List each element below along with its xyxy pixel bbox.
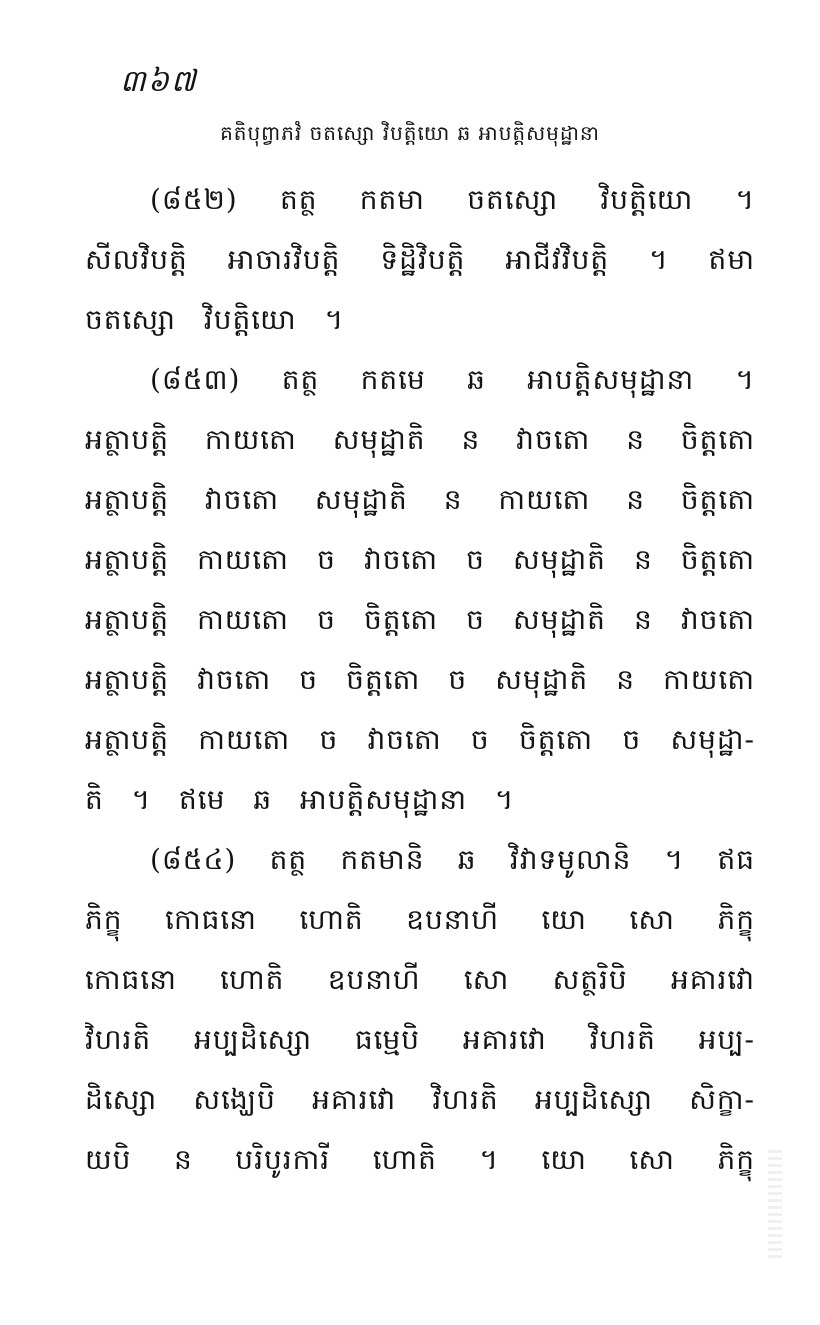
text-line: (៨៥៤) តត្ថ កតមានិ ឆ វិវាទមូលានិ ។ ឥធ	[150, 843, 755, 876]
text-line: វិហរតិ អប្បដិស្សោ ធម្មេបិ អគារវោ វិហរតិ អប្ប-	[85, 1023, 755, 1056]
scan-edge-mark	[768, 1150, 782, 1260]
text-line: អត្ថាបត្តិ វាចតោ សមុដ្ឋាតិ ន កាយតោ ន ចិត្តតោ	[85, 483, 755, 516]
text-line: កោធនោ ហោតិ ឧបនាហី សោ សត្ថរិបិ អគារវោ	[85, 963, 755, 996]
text-line: (៨៥២) តត្ថ កតមា ចតស្សោ វិបត្តិយោ ។	[150, 183, 755, 216]
text-line: តិ ។ ឥមេ ឆ អាបត្តិសមុដ្ឋានា ។	[85, 783, 515, 816]
page-number: ៣៦៧	[120, 64, 198, 99]
text-line: ភិក្ខុ កោធនោ ហោតិ ឧបនាហី យោ សោ ភិក្ខុ	[85, 903, 755, 936]
text-line: អត្ថាបត្តិ វាចតោ ច ចិត្តតោ ច សមុដ្ឋាតិ ន កាយតោ	[85, 663, 755, 696]
text-line: ដិស្សោ សង្ឃេបិ អគារវោ វិហរតិ អប្បដិស្សោ សិក្ខា-	[85, 1083, 755, 1116]
running-header: គតិបុព្វាភវំ ចតស្សោ វិបត្តិយោ ឆ អាបត្តិសមុដ្ឋានា	[220, 121, 600, 145]
text-line: ចតស្សោ វិបត្តិយោ ។	[85, 303, 345, 336]
text-line: អត្ថាបត្តិ កាយតោ ច ចិត្តតោ ច សមុដ្ឋាតិ ន វាចតោ	[85, 603, 755, 636]
text-line: (៨៥៣) តត្ថ កតមេ ឆ អាបត្តិសមុដ្ឋានា ។	[150, 363, 755, 396]
text-line: សីលវិបត្តិ អាចារវិបត្តិ ទិដ្ឋិវិបត្តិ អាជីវវិបត្តិ ។ ឥមា	[85, 243, 755, 276]
text-line: យបិ ន បរិបូរការី ហោតិ ។ យោ សោ ភិក្ខុ	[85, 1143, 755, 1176]
text-line: អត្ថាបត្តិ កាយតោ សមុដ្ឋាតិ ន វាចតោ ន ចិត្តតោ	[85, 423, 755, 456]
text-line: អត្ថាបត្តិ កាយតោ ច វាចតោ ច ចិត្តតោ ច សមុដ្ឋា-	[85, 723, 755, 756]
text-line: អត្ថាបត្តិ កាយតោ ច វាចតោ ច សមុដ្ឋាតិ ន ចិត្តតោ	[85, 543, 755, 576]
